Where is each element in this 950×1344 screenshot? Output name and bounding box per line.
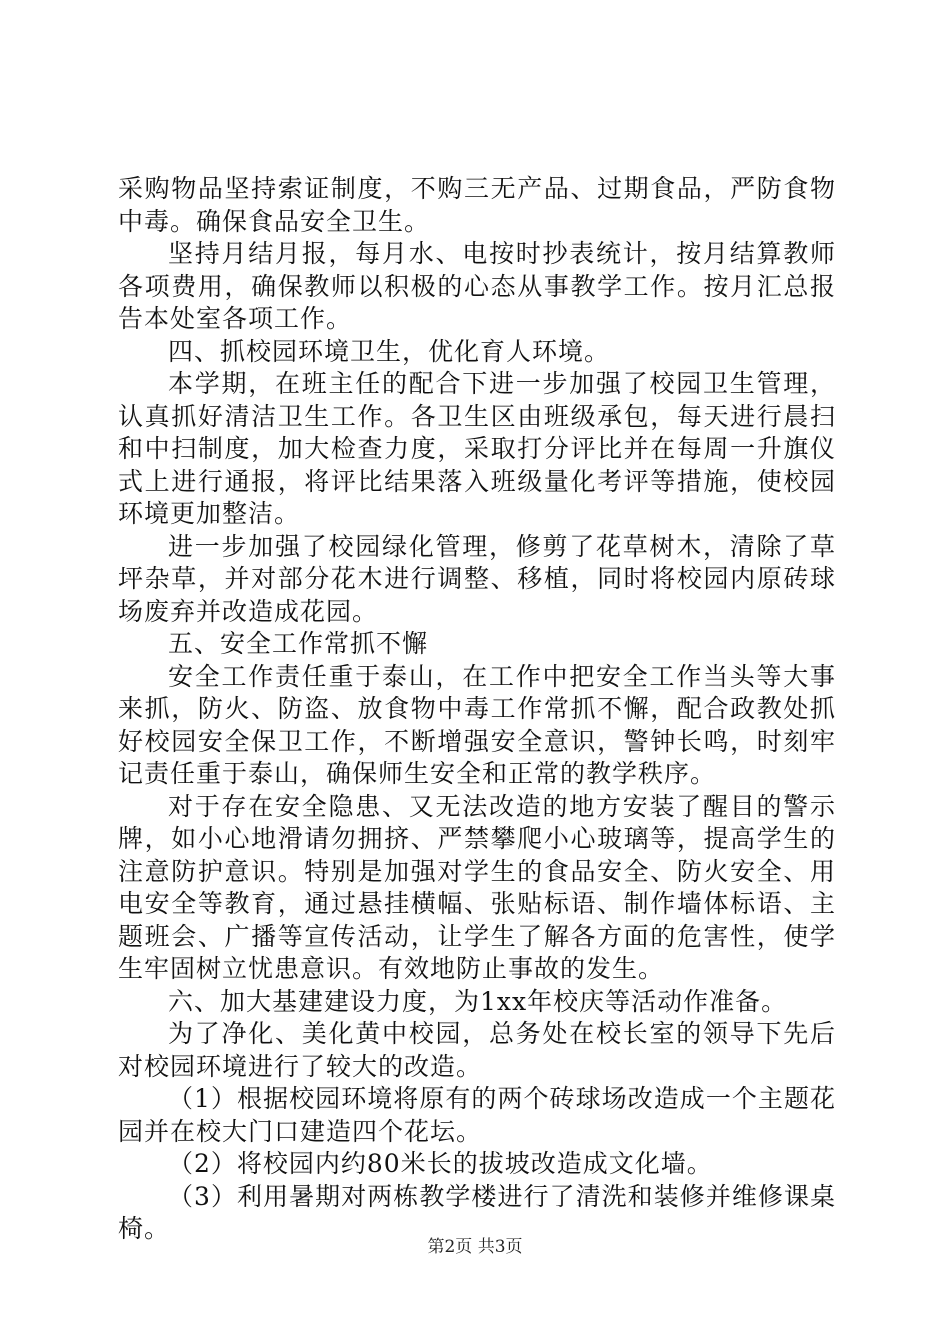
section-heading-5: 五、安全工作常抓不懈 [168, 629, 429, 658]
list-item-3: （3）利用暑期对两栋教学楼进行了清洗和装修并维修课桌椅。 [118, 1181, 836, 1243]
paragraph-renovation: 为了净化、美化黄中校园，总务处在校长室的领导下先后对校园环境进行了较大的改造。 [118, 1019, 836, 1081]
paragraph-continuation: 采购物品坚持索证制度，不购三无产品、过期食品，严防食物中毒。确保食品安全卫生。 [118, 174, 836, 236]
paragraph-sanitation: 本学期，在班主任的配合下进一步加强了校园卫生管理，认真抓好清洁卫生工作。各卫生区由班级承包，每天进行晨扫和中扫制度，加大检查力度，采取打分评比并在每周一升旗仪式上进行通报，将评比结果落入班级量化考评等措施，使校园环境更加整洁。 [118, 369, 836, 528]
document-body [118, 173, 836, 1246]
page-number: 第2页 共3页 [427, 1237, 523, 1257]
paragraph-warning-signs: 对于存在安全隐患、又无法改造的地方安装了醒目的警示牌，如小心地滑请勿拥挤、严禁攀爬小心玻璃等，提高学生的注意防护意识。特别是加强对学生的食品安全、防火安全、用电安全等教育，通过悬挂横幅、张贴标语、制作墙体标语、主题班会、广播等宣传活动，让学生了解各方面的危害性，使学生牢固树立忧患意识。有效地防止事故的发生。 [118, 791, 836, 983]
paragraph-greening: 进一步加强了校园绿化管理，修剪了花草树木，清除了草坪杂草，并对部分花木进行调整、移植，同时将校园内原砖球场废弃并改造成花园。 [118, 531, 836, 626]
paragraph-safety: 安全工作责任重于泰山，在工作中把安全工作当头等大事来抓，防火、防盗、放食物中毒工作常抓不懈，配合政教处抓好校园安全保卫工作，不断增强安全意识，警钟长鸣，时刻牢记责任重于泰山，确保师生安全和正常的教学秩序。 [118, 661, 836, 788]
list-item-2: （2）将校园内约80米长的拔坡改造成文化墙。 [168, 1149, 713, 1178]
list-item-1: （1）根据校园环境将原有的两个砖球场改造成一个主题花园并在校大门口建造四个花坛。 [118, 1084, 836, 1146]
paragraph-monthly-report: 坚持月结月报，每月水、电按时抄表统计，按月结算教师各项费用，确保教师以积极的心态从事教学工作。按月汇总报告本处室各项工作。 [118, 239, 836, 333]
section-heading-6: 六、加大基建建设力度，为1xx年校庆等活动作准备。 [168, 986, 788, 1016]
section-heading-4: 四、抓校园环境卫生，优化育人环境。 [168, 336, 611, 366]
